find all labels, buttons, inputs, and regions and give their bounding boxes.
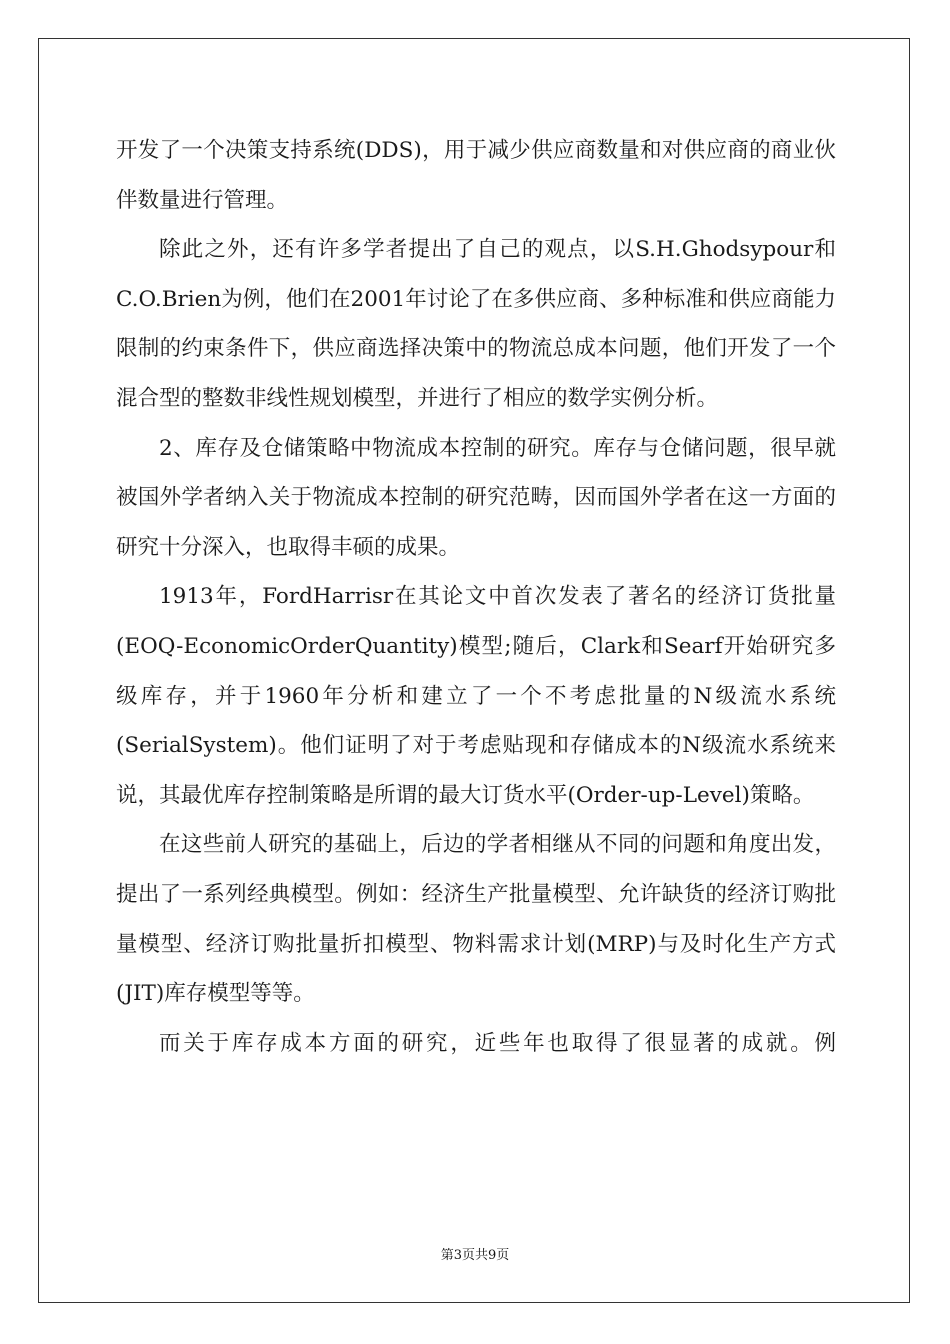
paragraph-6: 而关于库存成本方面的研究，近些年也取得了很显著的成就。例: [159, 1030, 836, 1056]
paragraph-1: 开发了一个决策支持系统(DDS)，用于减少供应商数量和对供应商的商业伙伴数量进行管理。: [116, 138, 836, 213]
paragraph-2: 除此之外，还有许多学者提出了自己的观点，以S.H.Ghodsypour和C.O.Brien为例，他们在2001年讨论了在多供应商、多种标准和供应商能力限制的约束条件下，供应商选择决策中的物流总成本问题，他们开发了一个混合型的整数非线性规划模型，并进行了相应的数学实例分析。: [116, 237, 836, 411]
page-number: 第3页: [440, 1248, 475, 1263]
page-total: 共9页: [475, 1248, 510, 1263]
paragraph-3: 2、库存及仓储策略中物流成本控制的研究。库存与仓储问题，很早就被国外学者纳入关于物流成本控制的研究范畴，因而国外学者在这一方面的研究十分深入，也取得丰硕的成果。: [116, 435, 836, 560]
page-footer: [0, 1247, 950, 1265]
paragraph-5: 在这些前人研究的基础上，后边的学者相继从不同的问题和角度出发，提出了一系列经典模型。例如：经济生产批量模型、允许缺货的经济订购批量模型、经济订购批量折扣模型、物料需求计划(MRP)与及时化生产方式(JIT)库存模型等等。: [116, 832, 836, 1007]
paragraph-4: 1913年，FordHarrisr在其论文中首次发表了著名的经济订货批量(EOQ-EconomicOrderQuantity)模型;随后，Clark和Searf开始研究多级库存，并于1960年分析和建立了一个不考虑批量的N级流水系统(SerialSystem)。他们证明了对于考虑贴现和存储成本的N级流水系统来说，其最优库存控制策略是所谓的最大订货水平(Order-up-Level)策略。: [116, 584, 836, 808]
document-body: [116, 126, 836, 1068]
